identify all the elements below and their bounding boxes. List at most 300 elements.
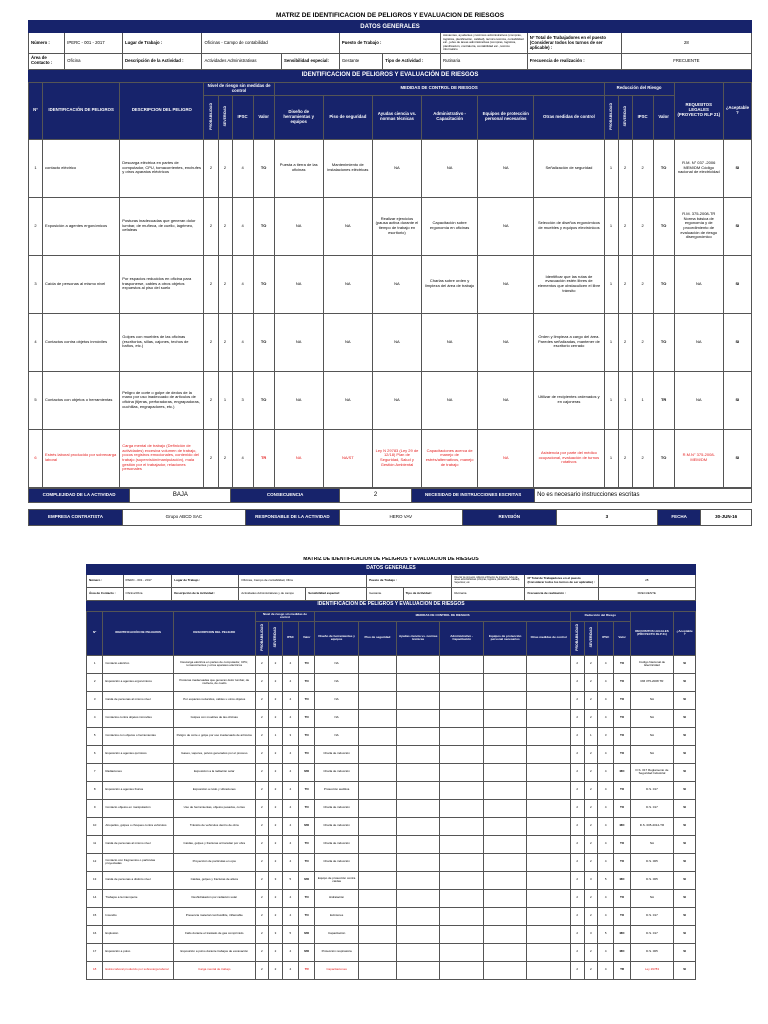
row-probability: 2 (255, 673, 269, 691)
revision-value: 3 (556, 509, 657, 525)
row-value: TO (299, 889, 315, 907)
row-measure-other (527, 907, 571, 925)
row-measure-norms (396, 655, 440, 673)
doc2-header-identificacion: IDENTIFICACIÓN DE PELIGROS (103, 611, 174, 655)
row-severity-reduced: 2 (584, 781, 598, 799)
row-measure-norms (396, 925, 440, 943)
doc2-header-administrativos: Administrativo - Capacitación (440, 621, 484, 655)
row-probability: 2 (255, 925, 269, 943)
row-severity-reduced: 2 (618, 139, 632, 197)
row-legal: NA (674, 313, 723, 371)
table-row (87, 889, 696, 907)
row-legal: NA (674, 371, 723, 429)
doc2-value-area: Oficina/Obra (123, 587, 172, 600)
row-number: 16 (87, 925, 103, 943)
row-value-reduced: MO (614, 943, 630, 961)
row-measure-admin (440, 853, 484, 871)
row-ipsc-reduced: 4 (598, 709, 614, 727)
row-measure-design: NA (315, 709, 359, 727)
row-measure-norms (396, 943, 440, 961)
row-ipsc: 4 (282, 709, 298, 727)
row-number: 18 (87, 961, 103, 979)
row-severity-reduced: 2 (584, 799, 598, 817)
row-measure-design: Charla de inducción (315, 763, 359, 781)
consecuencia-value: 2 (339, 488, 411, 502)
row-description: Exposición a ruido y vibraciones (173, 781, 255, 799)
row-number: 10 (87, 817, 103, 835)
doc2-value-lugar: Oficinas, Campo de contabilidad, Obra (239, 574, 367, 587)
row-legal: D.S. 017 Reglamento de Seguridad Industrial (630, 763, 674, 781)
row-ipsc-reduced: 4 (598, 781, 614, 799)
row-measure-epp (483, 763, 527, 781)
row-ipsc: 4 (282, 745, 298, 763)
row-value: TO (299, 799, 315, 817)
row-measure-epp: NA (478, 139, 534, 197)
row-number: 3 (87, 691, 103, 709)
row-severity-reduced: 2 (618, 429, 632, 487)
row-description: Uso de herramientas, objetos pesados, cortes (173, 799, 255, 817)
row-description: Golpes con muebles de las oficinas (escritorios, sillas, cajones, techos de baños, etc.) (120, 313, 204, 371)
row-probability-reduced: 2 (570, 691, 584, 709)
row-acceptable: SI (674, 781, 696, 799)
row-probability: 2 (255, 871, 269, 889)
row-severity: 2 (218, 197, 232, 255)
row-probability: 2 (255, 853, 269, 871)
row-measure-norms: NA (372, 255, 421, 313)
row-measure-safety (358, 961, 396, 979)
matrix-document-1 (28, 12, 752, 526)
doc1-signature-table (28, 509, 752, 526)
row-value-reduced: MO (614, 925, 630, 943)
row-measure-design: Protección auditiva (315, 781, 359, 799)
row-acceptable: SI (723, 255, 751, 313)
row-hazard: Contacto objetos en manipulación (103, 799, 174, 817)
row-hazard: Contactos con objetos o herramientas (103, 727, 174, 745)
row-measure-other (527, 925, 571, 943)
header-reduccion: Reducción del Riesgo (604, 82, 674, 95)
table-row (87, 925, 696, 943)
row-ipsc-reduced: 3 (598, 727, 614, 745)
row-measure-design: Equipo de protección contra caídas (315, 871, 359, 889)
label-frecuencia: Frecuencia de realización : (527, 53, 621, 69)
row-measure-admin (440, 799, 484, 817)
doc2-label-numero: Número : (87, 574, 124, 587)
value-descripcion: Actividades Administrativas (202, 53, 282, 69)
row-number: 12 (87, 853, 103, 871)
row-acceptable: SI (674, 709, 696, 727)
header-valor: Valor (253, 95, 274, 139)
row-measure-norms: NA (372, 371, 421, 429)
row-legal: D.S. 017 (630, 907, 674, 925)
row-measure-admin (440, 835, 484, 853)
value-lugar: Oficinas - Campo de contabilidad (202, 33, 339, 53)
row-severity: 2 (218, 255, 232, 313)
table-row (87, 745, 696, 763)
row-probability: 2 (204, 197, 218, 255)
row-legal: NA (630, 727, 674, 745)
row-measure-admin (440, 691, 484, 709)
row-measure-safety (358, 889, 396, 907)
row-hazard: Contactos contra objetos inmóviles (43, 313, 120, 371)
row-acceptable: SI (723, 313, 751, 371)
row-measure-safety (358, 871, 396, 889)
table-row (29, 429, 752, 487)
row-value: TO (253, 197, 274, 255)
row-severity-reduced: 2 (618, 255, 632, 313)
row-number: 4 (29, 313, 43, 371)
row-hazard: Caída de personas al mismo nivel (103, 835, 174, 853)
row-severity-reduced: 2 (584, 961, 598, 979)
row-severity: 2 (269, 781, 283, 799)
row-acceptable: SI (723, 197, 751, 255)
row-measure-safety: NA (323, 371, 372, 429)
row-severity: 2 (269, 835, 283, 853)
row-measure-norms: Realizar ejercicios (pausa activa durante el tiempo de trabajo en escritorio) (372, 197, 421, 255)
row-probability-reduced: 2 (570, 673, 584, 691)
necesidad-label: NECESIDAD DE INSTRUCCIONES ESCRITAS (412, 488, 535, 502)
doc2-value-puesto: Director de proyecto, Adjunto al Director de proyecto, Jefes de áreas administrativas (compras, logística, planificación, calidad), Supervisor, etc. (452, 574, 525, 587)
complejidad-label: COMPLEJIDAD DE LA ACTIVIDAD (29, 488, 130, 502)
row-ipsc: 4 (232, 255, 253, 313)
row-value: TO (299, 655, 315, 673)
row-number: 15 (87, 907, 103, 925)
row-ipsc-reduced: 4 (598, 655, 614, 673)
row-acceptable: SI (674, 961, 696, 979)
row-number: 11 (87, 835, 103, 853)
doc2-header-reduccion: Reducción del Riesgo (570, 611, 630, 621)
row-hazard: Exposición a agentes ergonómicos (103, 673, 174, 691)
row-number: 2 (87, 673, 103, 691)
row-ipsc-reduced: 1 (632, 371, 653, 429)
row-value: TO (299, 781, 315, 799)
row-measure-epp (483, 727, 527, 745)
row-description: Descarga eléctrica en partes de computador, CPU, tomacorrientes y otros aparatos eléctricos (173, 655, 255, 673)
row-measure-epp (483, 655, 527, 673)
row-measure-norms (396, 763, 440, 781)
row-hazard: Estrés laboral producido por sobrecarga laboral (103, 961, 174, 979)
row-legal: NA (630, 835, 674, 853)
row-measure-epp (483, 691, 527, 709)
row-severity: 2 (218, 429, 232, 487)
responsable-label: RESPONSABLE DE LA ACTIVIDAD (245, 509, 339, 525)
row-severity-reduced: 2 (618, 313, 632, 371)
row-measure-epp (483, 745, 527, 763)
row-measure-other (527, 889, 571, 907)
table-row (29, 197, 752, 255)
row-number: 13 (87, 871, 103, 889)
row-measure-safety (358, 835, 396, 853)
row-description: Fallo durante el traslado de gas comprimido (173, 925, 255, 943)
row-hazard: Exposición a polvo (103, 943, 174, 961)
table-row (87, 835, 696, 853)
header-eliminacion: Diseño de herramientas y equipos (274, 95, 323, 139)
row-measure-admin (440, 961, 484, 979)
row-measure-norms (396, 709, 440, 727)
row-severity: 2 (269, 745, 283, 763)
header-piso: Piso de seguridad (323, 95, 372, 139)
row-measure-norms (396, 907, 440, 925)
row-ipsc: 4 (282, 673, 298, 691)
table-row (87, 691, 696, 709)
header-ipsc: IPSC (232, 95, 253, 139)
row-value-reduced: TO (653, 255, 674, 313)
row-hazard: contacto eléctrico (43, 139, 120, 197)
row-value-reduced: TR (653, 371, 674, 429)
row-probability-reduced: 2 (570, 853, 584, 871)
row-value-reduced: TO (614, 799, 630, 817)
row-description: Golpes con muebles de las oficinas (173, 709, 255, 727)
row-acceptable: SI (674, 745, 696, 763)
row-severity: 2 (269, 763, 283, 781)
row-hazard: Exposición a agentes químicos (103, 745, 174, 763)
row-ipsc-reduced: 4 (598, 763, 614, 781)
row-probability-reduced: 1 (604, 429, 618, 487)
row-severity-reduced: 2 (584, 943, 598, 961)
row-probability: 2 (255, 655, 269, 673)
doc2-label-lugar: Lugar de Trabajo : (172, 574, 239, 587)
doc2-value-descripcion: Actividades Administrativas y de campo (239, 587, 306, 600)
row-measure-other (527, 799, 571, 817)
row-probability-reduced: 1 (604, 371, 618, 429)
row-severity-reduced: 3 (584, 925, 598, 943)
row-value-reduced: TO (614, 745, 630, 763)
doc1-matrix-table (28, 82, 752, 488)
row-severity-reduced: 2 (584, 907, 598, 925)
row-severity-reduced: 2 (584, 709, 598, 727)
doc1-title: MATRIZ DE IDENTIFICACION DE PELIGROS Y EVALUACION DE RIESGOS (275, 12, 505, 19)
row-severity-reduced: 2 (584, 655, 598, 673)
row-acceptable: SI (674, 673, 696, 691)
row-legal: NA (630, 709, 674, 727)
row-hazard: Contactos contra objetos inmóviles (103, 709, 174, 727)
row-measure-epp: NA (478, 371, 534, 429)
row-ipsc: 4 (282, 907, 298, 925)
row-measure-norms (396, 889, 440, 907)
row-hazard: Caída de personas al mismo nivel (103, 691, 174, 709)
row-number: 3 (29, 255, 43, 313)
row-value-reduced: TO (614, 727, 630, 745)
row-number: 4 (87, 709, 103, 727)
header-administrativos: Administrativo - Capacitación (422, 95, 478, 139)
header-valor-2: Valor (653, 95, 674, 139)
row-description: Exposición a polvo durante trabajos de excavación (173, 943, 255, 961)
row-value-reduced: TO (614, 889, 630, 907)
row-measure-safety (358, 907, 396, 925)
row-measure-admin: NA (422, 371, 478, 429)
row-description: Por espacios reducidos en oficina para trasponerse, cables a otros objetos expuestos al piso del suelo (120, 255, 204, 313)
doc2-section-ident: IDENTIFICACION DE PELIGROS Y EVALUACIÓN DE RIESGOS (87, 600, 696, 610)
row-probability-reduced: 2 (570, 835, 584, 853)
row-value: TO (299, 907, 315, 925)
row-severity: 2 (269, 691, 283, 709)
row-measure-other: Utilizar de recipientes ordenados y en cajoneras (534, 371, 604, 429)
table-row (87, 781, 696, 799)
row-measure-safety (358, 655, 396, 673)
row-probability-reduced: 2 (570, 655, 584, 673)
row-measure-other (527, 943, 571, 961)
row-hazard: Contacto eléctrico (103, 655, 174, 673)
row-ipsc: 4 (232, 313, 253, 371)
doc1-header-table (28, 12, 752, 82)
row-value-reduced: TO (614, 709, 630, 727)
row-measure-other (527, 673, 571, 691)
row-ipsc-reduced: 2 (632, 139, 653, 197)
row-ipsc: 3 (282, 727, 298, 745)
row-ipsc-reduced: 4 (598, 961, 614, 979)
row-description: Por espacios reducidos, cables u otros objetos (173, 691, 255, 709)
table-row (87, 871, 696, 889)
row-hazard: Exposición a agentes ergonómicos (43, 197, 120, 255)
row-ipsc: 4 (282, 781, 298, 799)
row-measure-norms (396, 871, 440, 889)
row-measure-admin (440, 889, 484, 907)
value-puesto: Asistentes, ayudantes y técnicos administrativos (compras, logística, planificación, calidad), técnico técnica, contabilidad etc., jefes de áreas administrativas (compras, logística, planificación, contraloría, contabilidad etc., técnico informático (441, 33, 528, 53)
label-numero: Número : (29, 33, 65, 53)
doc2-header-probabilidad: PROBABILIDAD (255, 621, 269, 655)
row-hazard: Exposición a agentes físicos (103, 781, 174, 799)
row-probability: 2 (204, 429, 218, 487)
row-value: MO (299, 943, 315, 961)
row-probability-reduced: 2 (570, 925, 584, 943)
row-value-reduced: TO (614, 781, 630, 799)
doc2-header-piso: Piso de seguridad (358, 621, 396, 655)
doc2-header-ayudas: Ayudas ciencia vs. normas técnicas (396, 621, 440, 655)
row-ipsc: 3 (232, 371, 253, 429)
row-measure-safety (358, 691, 396, 709)
row-measure-safety (358, 853, 396, 871)
row-value: TO (299, 709, 315, 727)
row-measure-norms (396, 835, 440, 853)
row-severity-reduced: 2 (584, 763, 598, 781)
row-description: Caídas, golpes y fracturas de altura (173, 871, 255, 889)
row-probability: 2 (255, 835, 269, 853)
doc2-header-nro: Nº (87, 611, 103, 655)
row-ipsc-reduced: 2 (632, 313, 653, 371)
row-probability-reduced: 2 (570, 763, 584, 781)
header-severidad: SEVERIDAD (218, 95, 232, 139)
row-value-reduced: MO (614, 817, 630, 835)
row-number: 7 (87, 763, 103, 781)
row-severity-reduced: 2 (584, 817, 598, 835)
row-probability: 2 (255, 745, 269, 763)
row-severity-reduced: 2 (618, 197, 632, 255)
row-legal: R.M. 375-2008-TR Norma básica de ergonomía y de procedimiento de evaluación de riesgo disergonómico (674, 197, 723, 255)
row-measure-design: Charla de inducción (315, 817, 359, 835)
label-lugar: Lugar de Trabajo : (122, 33, 202, 53)
doc1-section-general: DATOS GENERALES (29, 21, 752, 33)
row-ipsc: 4 (282, 961, 298, 979)
row-value-reduced: TO (614, 835, 630, 853)
table-row (87, 961, 696, 979)
doc2-matrix-table (86, 611, 696, 980)
row-measure-norms (396, 691, 440, 709)
label-sensibilidad: Sensibilidad especial: (282, 53, 340, 69)
row-severity: 2 (218, 313, 232, 371)
row-hazard: Estrés laboral producido por sobrecarga laboral (43, 429, 120, 487)
row-ipsc: 4 (282, 817, 298, 835)
row-measure-safety (358, 763, 396, 781)
row-probability-reduced: 1 (604, 255, 618, 313)
row-ipsc-reduced: 4 (598, 817, 614, 835)
value-total: 28 (621, 33, 751, 53)
row-value-reduced: TO (653, 197, 674, 255)
table-row (87, 673, 696, 691)
row-measure-safety (358, 943, 396, 961)
matrix-document-2 (86, 557, 696, 980)
row-severity: 2 (269, 709, 283, 727)
row-measure-safety: NA (323, 313, 372, 371)
row-acceptable: SI (674, 943, 696, 961)
label-puesto: Puesto de Trabajo : (339, 33, 440, 53)
row-value: TO (299, 727, 315, 745)
doc2-header-descripcion: DESCRIPCION DEL PELIGRO (173, 611, 255, 655)
row-measure-design: NA (315, 673, 359, 691)
doc2-header-probabilidad-2: PROBABILIDAD (570, 621, 584, 655)
row-measure-other (527, 709, 571, 727)
doc2-header-severidad: SEVERIDAD (269, 621, 283, 655)
row-probability: 2 (255, 799, 269, 817)
row-severity: 3 (269, 871, 283, 889)
value-tipo: Rutinaria (441, 53, 528, 69)
row-measure-epp (483, 709, 527, 727)
value-numero: IPERC - 001 - 2017 (65, 33, 123, 53)
row-legal: D.S. 017 (630, 925, 674, 943)
row-value-reduced: TO (653, 313, 674, 371)
row-number: 6 (87, 745, 103, 763)
row-number: 1 (87, 655, 103, 673)
row-measure-safety (358, 709, 396, 727)
header-nro: Nº (29, 82, 43, 139)
label-descripcion: Descripción de la Actividad : (122, 53, 202, 69)
row-probability: 2 (255, 727, 269, 745)
label-total: Nº Total de Trabajadores en el puesto (Considerar todos los turnos de ser aplicable) : (527, 33, 621, 53)
row-description: Presencia material combustible, inflamable (173, 907, 255, 925)
row-measure-other: Orden y limpieza a cargo del área. Paredes señalizadas, mantener de escritorio cerrado (534, 313, 604, 371)
row-measure-design: Charla de inducción (315, 745, 359, 763)
row-value-reduced: TR (614, 961, 630, 979)
header-requisitos: REQUISITOS LEGALES (PROYECTO RLP 21) (674, 82, 723, 139)
row-legal: R.M.N° 375-2008-MEM/DM (674, 429, 723, 487)
header-severidad-2: SEVERIDAD (618, 95, 632, 139)
row-severity: 2 (269, 853, 283, 871)
row-hazard: Contacto con fragmentos o partículas proyectadas (103, 853, 174, 871)
row-number: 17 (87, 943, 103, 961)
row-measure-other (527, 745, 571, 763)
row-measure-epp: NA (478, 197, 534, 255)
doc2-header-nivel: Nivel de riesgo sin medidas de control (255, 611, 315, 621)
row-probability-reduced: 1 (604, 197, 618, 255)
row-severity-reduced: 2 (584, 691, 598, 709)
row-measure-admin (440, 727, 484, 745)
row-value: MO (299, 871, 315, 889)
doc2-value-total: 28 (598, 574, 695, 587)
row-measure-norms (396, 781, 440, 799)
row-description: Gases, vapores, polvos generados por el proceso (173, 745, 255, 763)
table-row (87, 943, 696, 961)
row-acceptable: SI (723, 139, 751, 197)
row-ipsc: 4 (282, 835, 298, 853)
row-value-reduced: MO (614, 871, 630, 889)
row-acceptable: SI (674, 925, 696, 943)
row-measure-epp (483, 817, 527, 835)
doc2-value-tipo: Rutinaria (452, 587, 525, 600)
row-value: TO (299, 745, 315, 763)
fecha-label: FECHA (657, 509, 700, 525)
row-severity: 2 (269, 889, 283, 907)
row-legal: NA (674, 255, 723, 313)
table-row (87, 709, 696, 727)
row-ipsc-reduced: 2 (632, 197, 653, 255)
